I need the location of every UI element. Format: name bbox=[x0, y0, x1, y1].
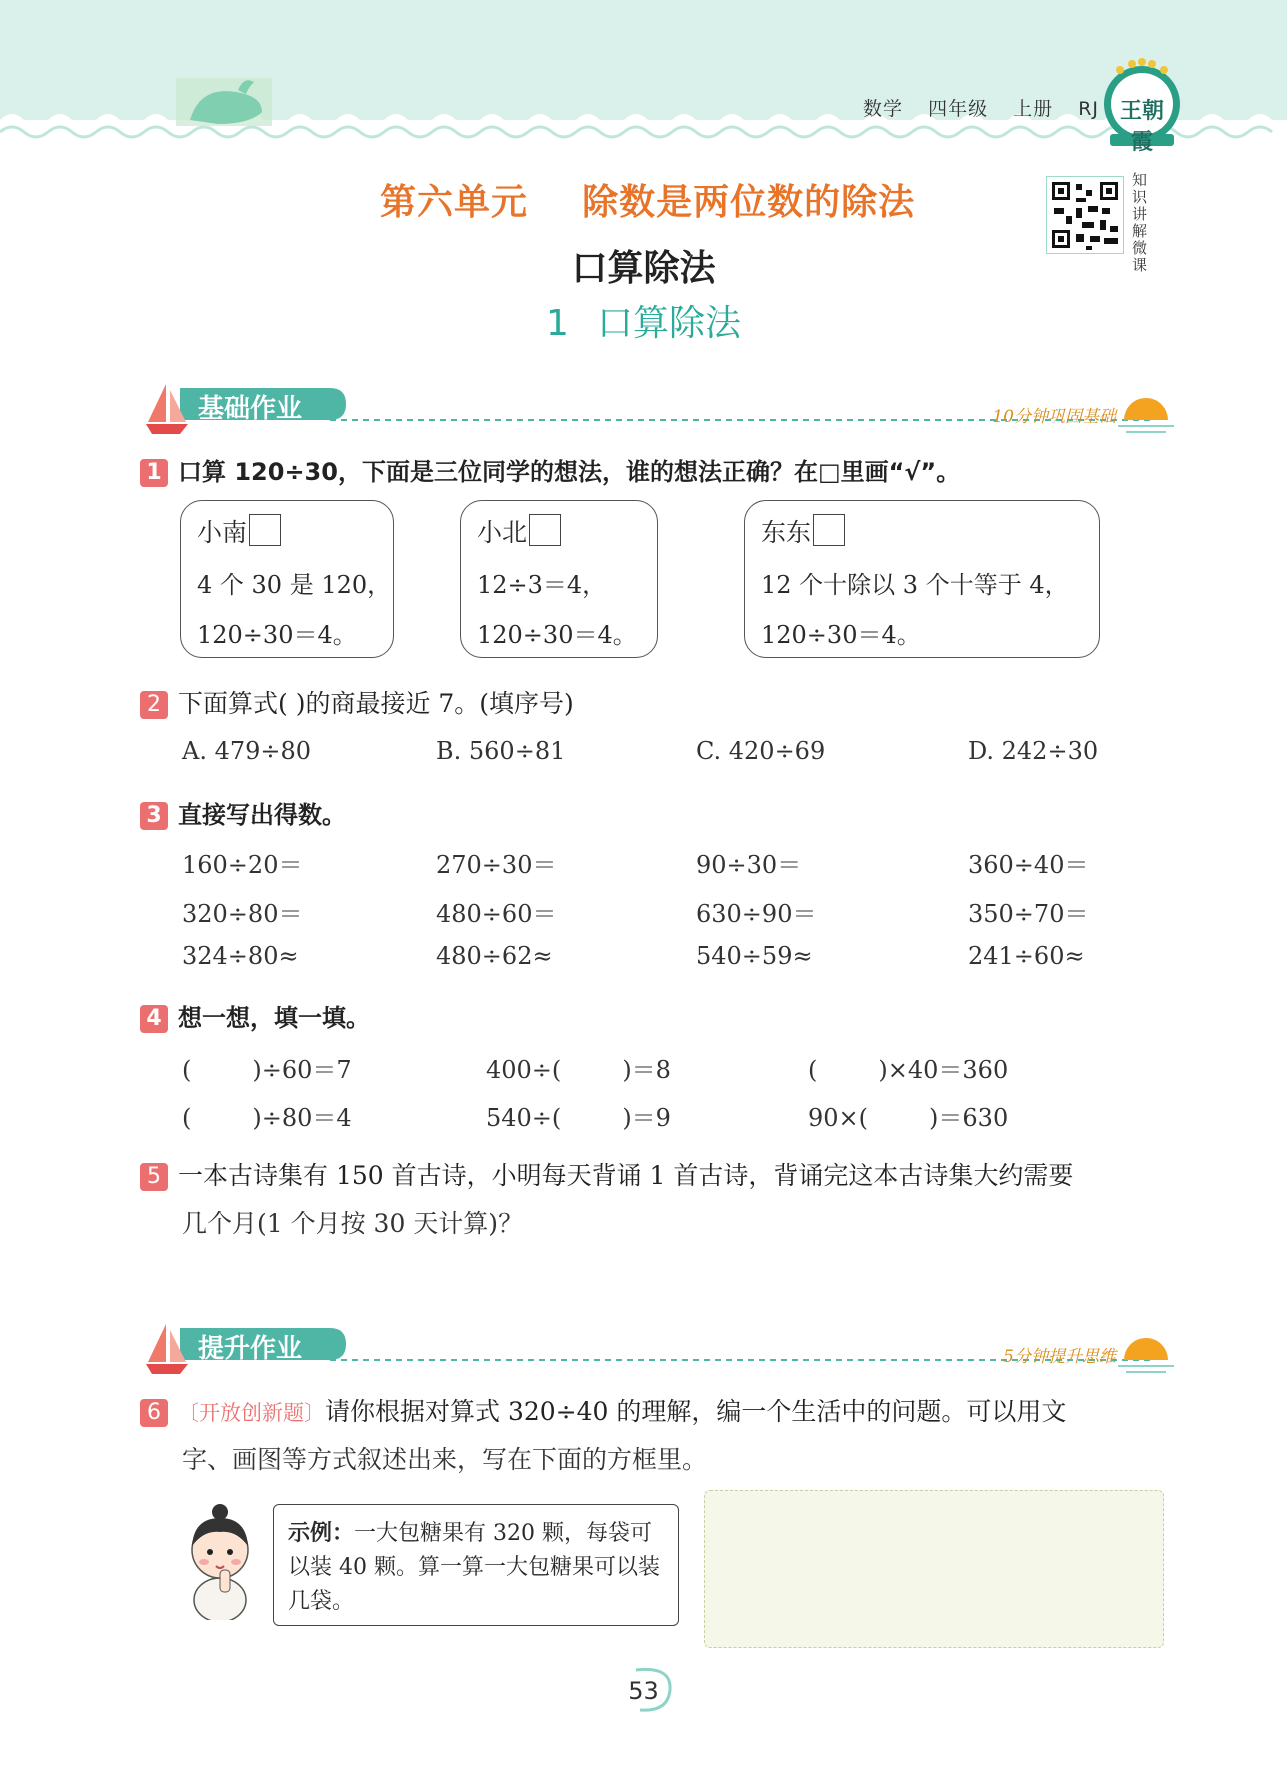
option-d: D. 242÷30 bbox=[968, 737, 1099, 765]
logo-text: 王朝霞 bbox=[1119, 98, 1164, 155]
thought-line-1: 12 个十除以 3 个十等于 4， bbox=[761, 571, 1069, 599]
check-box[interactable] bbox=[529, 514, 561, 546]
grade-label: 四年级 bbox=[928, 98, 989, 120]
lesson-title bbox=[0, 295, 1287, 346]
volume-label: 上册 bbox=[1013, 98, 1054, 120]
question-number: 3 bbox=[140, 802, 168, 830]
thought-bubble-dongdong bbox=[744, 500, 1100, 658]
option-c: C. 420÷69 bbox=[696, 737, 826, 765]
section-banner-advanced bbox=[140, 1320, 1176, 1376]
question-text: 直接写出得数。 bbox=[178, 801, 346, 829]
fill-item: ( )÷80＝4 bbox=[182, 1104, 352, 1132]
page-number: 53 bbox=[628, 1677, 659, 1705]
calc-item: 90÷30＝ bbox=[696, 851, 802, 879]
student-name: 小南 bbox=[197, 518, 248, 547]
question-text-line-2: 几个月(1 个月按 30 天计算)？ bbox=[182, 1209, 524, 1238]
whale-icon bbox=[176, 78, 272, 126]
thought-line-1: 4 个 30 是 120， bbox=[197, 571, 392, 599]
calc-item: 540÷59≈ bbox=[696, 942, 813, 970]
answer-box[interactable] bbox=[704, 1490, 1164, 1648]
fill-item: 90×( )＝630 bbox=[808, 1104, 1009, 1132]
unit-title: 第六单元 除数是两位数的除法 bbox=[380, 182, 916, 223]
example-body: 一大包糖果有 320 颗，每袋可以装 40 颗。算一算一大包糖果可以装几袋。 bbox=[288, 1521, 660, 1614]
thought-bubble-xiaonan bbox=[180, 500, 394, 658]
lesson-number: 1 bbox=[546, 303, 569, 344]
header-wave-band bbox=[0, 0, 1287, 160]
lesson-name: 口算除法 bbox=[596, 303, 741, 344]
question-number: 4 bbox=[140, 1005, 168, 1033]
question-text: 下面算式( )的商最接近 7。(填序号) bbox=[178, 689, 574, 718]
question-number: 5 bbox=[140, 1163, 168, 1191]
banner-subtitle: 10分钟巩固基础 bbox=[992, 407, 1116, 427]
calc-item: 480÷60＝ bbox=[436, 900, 557, 928]
qr-code-icon[interactable] bbox=[1046, 176, 1124, 254]
sunset-icon bbox=[1118, 1338, 1174, 1372]
option-b: B. 560÷81 bbox=[436, 737, 566, 765]
question-text-line-1: 一本古诗集有 150 首古诗，小明每天背诵 1 首古诗，背诵完这本古诗集大约需要 bbox=[178, 1161, 1074, 1190]
calc-item: 320÷80＝ bbox=[182, 900, 303, 928]
calc-item: 350÷70＝ bbox=[968, 900, 1089, 928]
calc-item: 324÷80≈ bbox=[182, 942, 299, 970]
thought-line-2: 120÷30＝4。 bbox=[197, 621, 357, 649]
subject-label: 数学 bbox=[863, 98, 904, 120]
edition-label: RJ bbox=[1078, 98, 1099, 120]
question-text-line-1: 请你根据对算式 320÷40 的理解，编一个生活中的问题。可以用文 bbox=[325, 1397, 1067, 1426]
question-number: 2 bbox=[140, 691, 168, 719]
thought-line-1: 12÷3＝4， bbox=[477, 571, 607, 599]
fill-item: 400÷( )＝8 bbox=[486, 1056, 671, 1084]
question-number: 6 bbox=[140, 1399, 168, 1427]
question-2 bbox=[140, 684, 574, 720]
question-4 bbox=[140, 998, 370, 1033]
girl-illustration-icon bbox=[180, 1500, 260, 1620]
calc-item: 480÷62≈ bbox=[436, 942, 553, 970]
section-banner-basic bbox=[140, 380, 1176, 436]
thought-line-2: 120÷30＝4。 bbox=[477, 621, 637, 649]
question-text: 想一想，填一填。 bbox=[178, 1004, 370, 1032]
question-6 bbox=[140, 1392, 1066, 1428]
header-meta bbox=[845, 94, 1099, 121]
option-a: A. 479÷80 bbox=[182, 737, 312, 765]
question-text: 口算 120÷30，下面是三位同学的想法，谁的想法正确？在□里画“√”。 bbox=[178, 458, 961, 486]
section-title: 口算除法 bbox=[571, 248, 716, 289]
question-1 bbox=[140, 452, 960, 487]
calc-item: 270÷30＝ bbox=[436, 851, 557, 879]
qr-label: 知识讲解微课 bbox=[1132, 171, 1148, 274]
example-label: 示例： bbox=[288, 1521, 355, 1546]
sunset-icon bbox=[1118, 398, 1174, 432]
calc-item: 160÷20＝ bbox=[182, 851, 303, 879]
calc-item: 630÷90＝ bbox=[696, 900, 817, 928]
thought-bubble-xiaobei bbox=[460, 500, 658, 658]
question-5 bbox=[140, 1156, 1073, 1192]
banner-label: 基础作业 bbox=[198, 394, 303, 424]
banner-subtitle: 5分钟提升思维 bbox=[1003, 1347, 1116, 1367]
question-tag: 〔开放创新题〕 bbox=[178, 1401, 325, 1425]
calc-item: 360÷40＝ bbox=[968, 851, 1089, 879]
student-name: 东东 bbox=[761, 518, 812, 547]
check-box[interactable] bbox=[813, 514, 845, 546]
example-speech-box bbox=[273, 1504, 679, 1626]
fill-item: 540÷( )＝9 bbox=[486, 1104, 671, 1132]
thought-line-2: 120÷30＝4。 bbox=[761, 621, 921, 649]
calc-item: 241÷60≈ bbox=[968, 942, 1085, 970]
check-box[interactable] bbox=[249, 514, 281, 546]
banner-label: 提升作业 bbox=[198, 1334, 303, 1364]
question-text-line-2: 字、画图等方式叙述出来，写在下面的方框里。 bbox=[182, 1445, 708, 1474]
student-name: 小北 bbox=[477, 518, 528, 547]
fill-item: ( )÷60＝7 bbox=[182, 1056, 352, 1084]
example-text bbox=[288, 1517, 668, 1619]
question-number: 1 bbox=[140, 459, 168, 487]
question-3 bbox=[140, 795, 346, 830]
fill-item: ( )×40＝360 bbox=[808, 1056, 1009, 1084]
